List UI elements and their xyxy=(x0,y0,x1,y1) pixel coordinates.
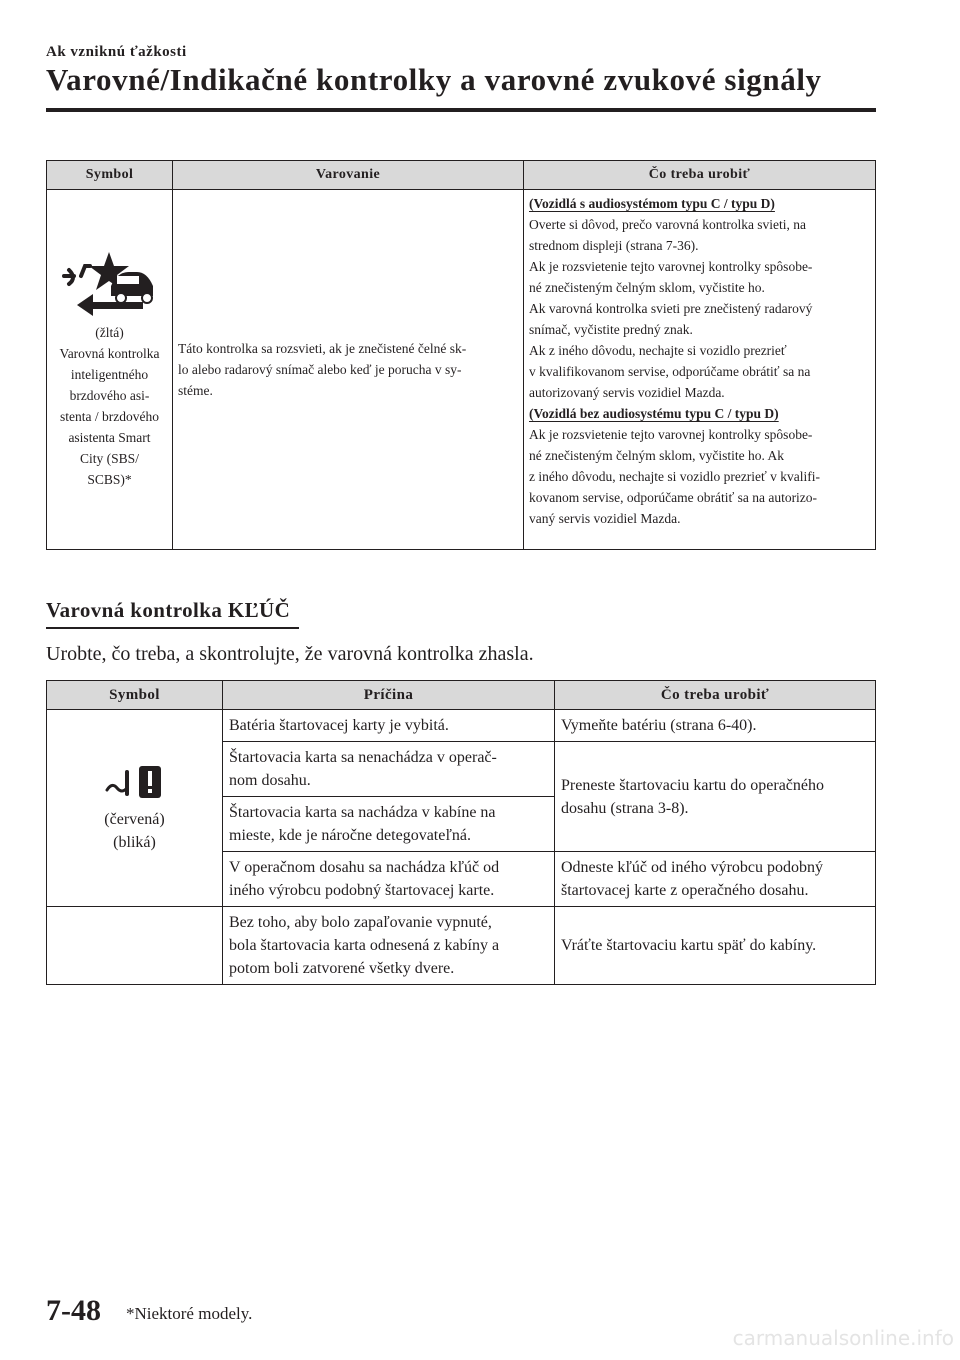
table-header-row xyxy=(47,681,876,710)
symbol-line: inteligentného xyxy=(70,366,149,382)
footnote: *Niektoré modely. xyxy=(126,1304,253,1323)
table-row xyxy=(47,190,876,550)
action-line: Preneste štartovaciu kartu do operačného xyxy=(561,776,825,794)
action-line: snímač, vyčistite predný znak. xyxy=(529,322,693,337)
table-row xyxy=(47,907,876,985)
sbs-scbs-warning-icon xyxy=(61,250,159,322)
cause-line: Štartovacia karta sa nachádza v kabíne na xyxy=(229,804,496,821)
section-heading-underline xyxy=(46,627,299,629)
action-line: Overte si dôvod, prečo varovná kontrolka svieti, na xyxy=(529,217,807,232)
cause-cell xyxy=(223,797,555,852)
action-line: dosahu (strana 3-8). xyxy=(561,799,689,817)
symbol-line: asistenta Smart xyxy=(68,429,151,445)
symbol-line: SCBS)* xyxy=(87,471,132,487)
key-warning-table xyxy=(46,680,876,985)
column-header-action: Čo treba urobiť xyxy=(524,161,876,190)
column-header-symbol: Symbol xyxy=(47,681,223,710)
action-line: Ak z iného dôvodu, nechajte si vozidlo prezrieť xyxy=(529,343,787,358)
cause-line: Batéria štartovacej karty je vybitá. xyxy=(229,717,449,734)
cause-cell xyxy=(223,710,555,742)
action-line: strednom displeji (strana 7-36). xyxy=(529,238,699,253)
column-header-action: Čo treba urobiť xyxy=(555,681,876,710)
action-line: autorizovaný servis vozidiel Mazda. xyxy=(529,385,725,400)
cause-line: V operačnom dosahu sa nachádza kľúč od xyxy=(229,859,500,876)
cause-line: Štartovacia karta sa nenachádza v operač- xyxy=(229,749,497,766)
symbol-line: stenta / brzdového xyxy=(60,408,159,424)
action-line: štartovacej karte z operačného dosahu. xyxy=(561,882,809,899)
cause-cell xyxy=(223,742,555,797)
action-line: né znečisteným čelným sklom, vyčistite ho. Ak xyxy=(529,448,784,463)
sbs-warning-table xyxy=(46,160,876,550)
intro-text: Urobte, čo treba, a skontrolujte, že varovná kontrolka zhasla. xyxy=(46,643,534,665)
action-line: vaný servis vozidiel Mazda. xyxy=(529,511,681,526)
action-line: Vymeňte batériu (strana 6-40). xyxy=(561,717,757,734)
column-header-cause: Príčina xyxy=(223,681,555,710)
warning-line: Táto kontrolka sa rozsvieti, ak je znečistené čelné sk- xyxy=(178,341,467,356)
cause-line: iného výrobcu podobný štartovacej karte. xyxy=(229,882,495,899)
action-line: Vráťte štartovaciu kartu späť do kabíny. xyxy=(561,937,817,954)
action-cell xyxy=(555,742,876,852)
page-title: Varovné/Indikačné kontrolky a varovné zvukové signály xyxy=(46,62,822,97)
action-cell xyxy=(555,907,876,985)
symbol-cell-empty xyxy=(47,907,223,985)
action-line: Ak je rozsvietenie tejto varovnej kontrolky spôsobe- xyxy=(529,427,813,442)
action-cell xyxy=(555,710,876,742)
action-line: né znečisteným čelným sklom, vyčistite ho. xyxy=(529,280,765,295)
column-header-symbol: Symbol xyxy=(47,161,173,190)
action-line: Odneste kľúč od iného výrobcu podobný xyxy=(561,859,824,876)
cause-cell xyxy=(223,852,555,907)
action-line: Ak varovná kontrolka svieti pre znečistený radarový xyxy=(529,301,813,316)
title-rule xyxy=(46,108,876,112)
cause-line: Bez toho, aby bolo zapaľovanie vypnuté, xyxy=(229,914,492,931)
page-number: 7-48 xyxy=(46,1294,101,1327)
warning-line: stéme. xyxy=(178,383,213,398)
watermark: carmanualsonline.info xyxy=(732,1326,954,1350)
action-subheading: (Vozidlá s audiosystémom typu C / typu D) xyxy=(529,196,775,211)
action-cell xyxy=(524,190,876,550)
cause-line: potom boli zatvorené všetky dvere. xyxy=(229,960,455,977)
action-line: v kvalifikovanom servise, odporúčame obrátiť sa na xyxy=(529,364,811,379)
symbol-cell xyxy=(47,190,173,550)
symbol-cell xyxy=(47,710,223,907)
section-heading: Varovná kontrolka KĽÚČ xyxy=(46,598,291,622)
action-line: Ak je rozsvietenie tejto varovnej kontrolky spôsobe- xyxy=(529,259,813,274)
cause-cell xyxy=(223,907,555,985)
action-cell xyxy=(555,852,876,907)
action-line: z iného dôvodu, nechajte si vozidlo prezrieť v kvalifi- xyxy=(529,469,821,484)
column-header-warning: Varovanie xyxy=(173,161,524,190)
cause-line: nom dosahu. xyxy=(229,772,311,789)
cause-line: mieste, kde je náročne detegovateľná. xyxy=(229,827,471,844)
action-line: kovanom servise, odporúčame obrátiť sa na autorizo- xyxy=(529,490,818,505)
cause-line: bola štartovacia karta odnesená z kabíny a xyxy=(229,937,500,954)
symbol-line: brzdového asi- xyxy=(69,387,150,403)
table-header-row xyxy=(47,161,876,190)
warning-cell xyxy=(173,190,524,550)
section-label: Ak vzniknú ťažkosti xyxy=(46,44,187,60)
action-subheading: (Vozidlá bez audiosystému typu C / typu D) xyxy=(529,406,779,421)
symbol-line: (žltá) xyxy=(95,324,124,340)
symbol-line: (bliká) xyxy=(113,834,156,851)
table-row xyxy=(47,710,876,742)
warning-line: lo alebo radarový snímač alebo keď je porucha v sy- xyxy=(178,362,462,377)
key-warning-icon xyxy=(105,762,165,802)
symbol-line: Varovná kontrolka xyxy=(59,345,160,361)
symbol-line: City (SBS/ xyxy=(80,450,139,466)
symbol-line: (červená) xyxy=(104,811,165,828)
